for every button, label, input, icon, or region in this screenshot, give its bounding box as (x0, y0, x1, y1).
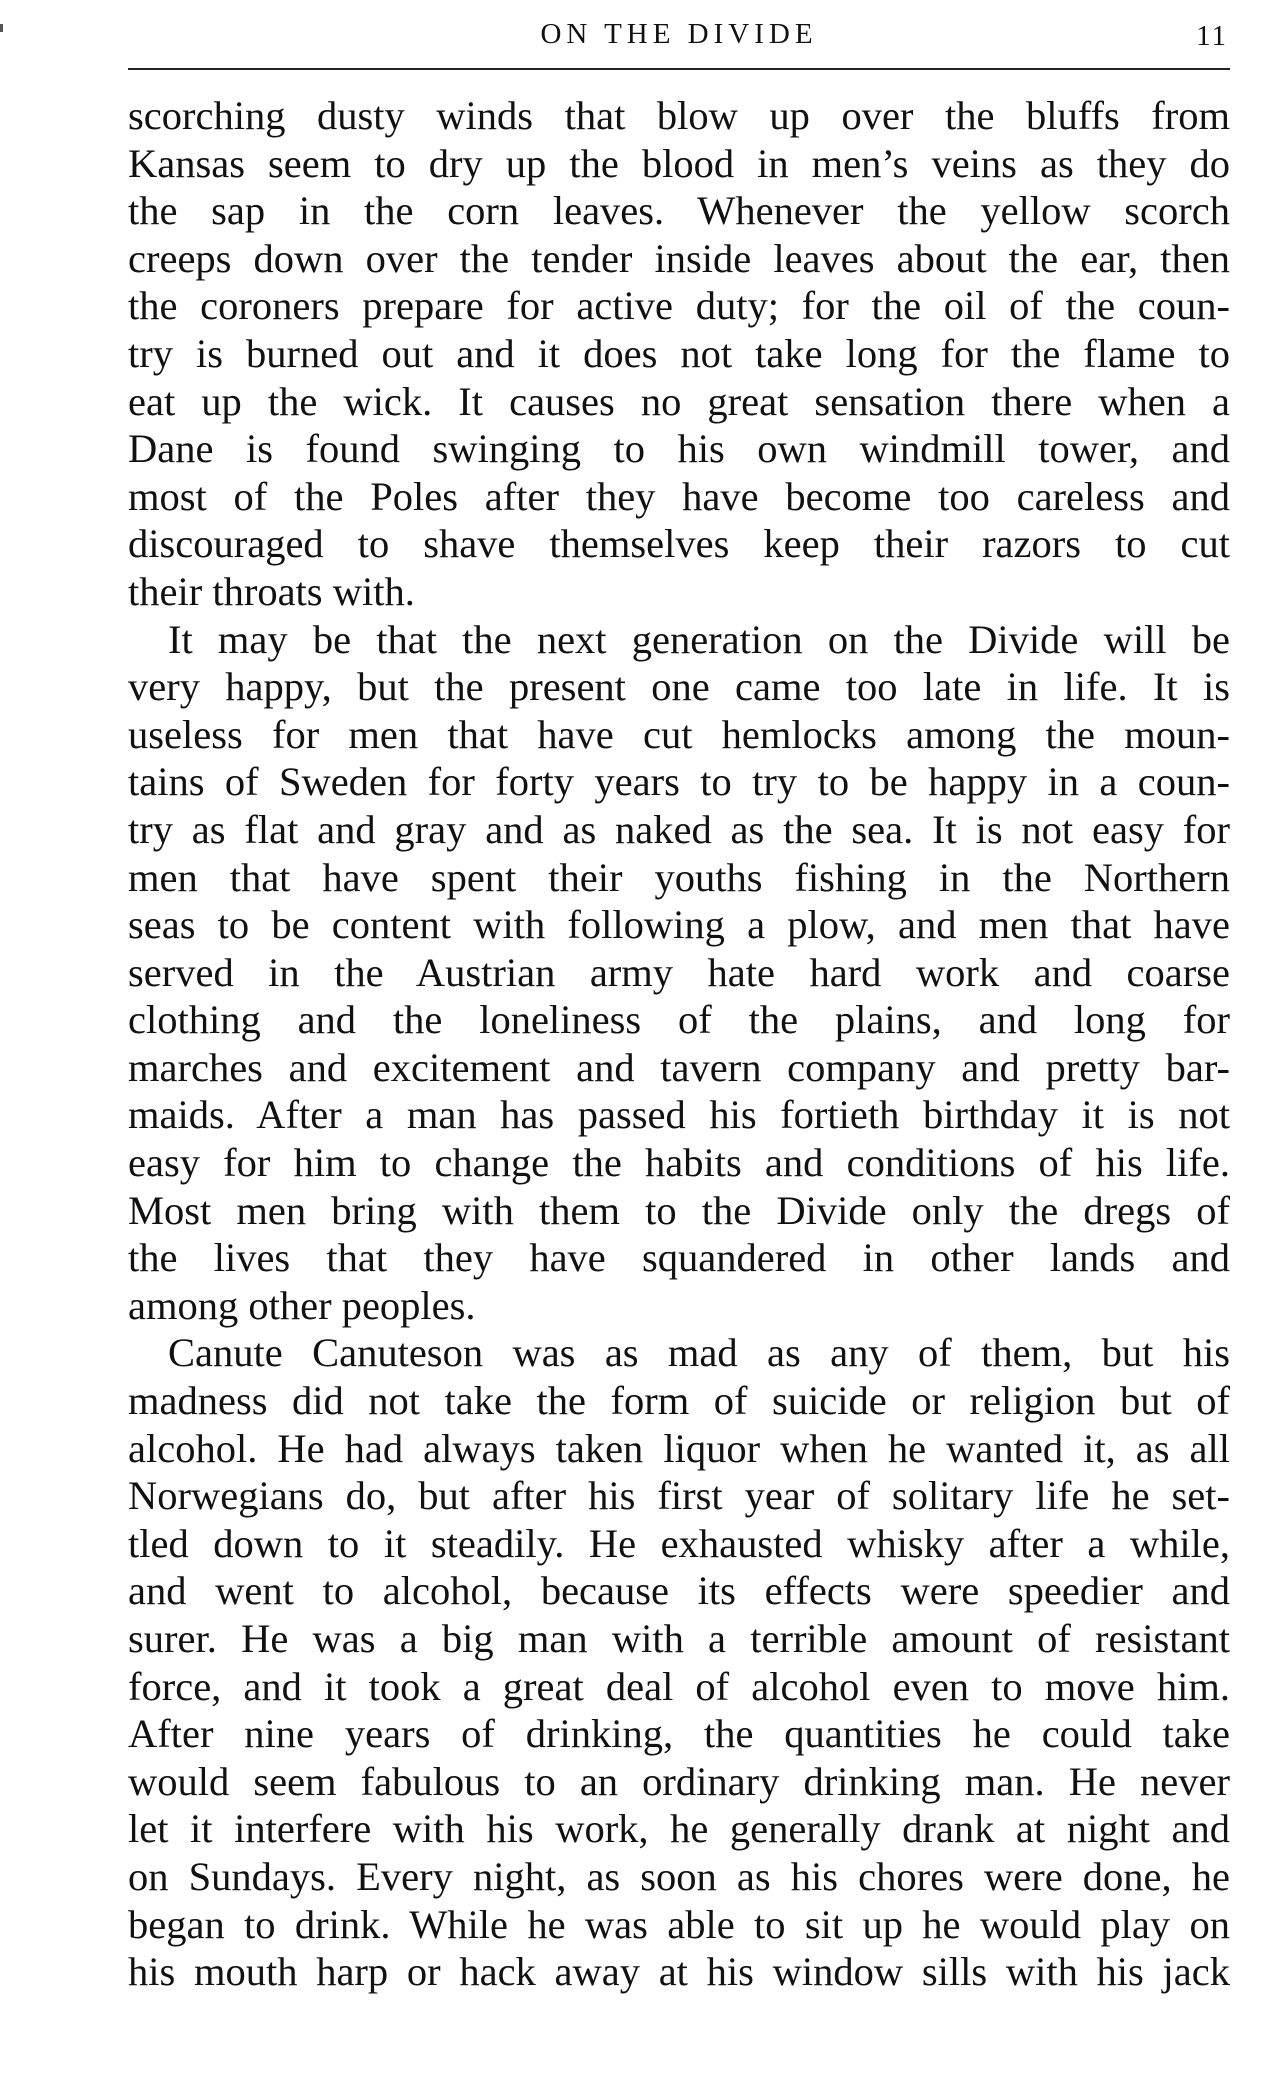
text-line: alcohol. He had always taken liquor when he wanted it, as all (128, 1425, 1230, 1471)
text-line: Norwegians do, but after his first year of solitary life he set- (128, 1473, 1230, 1519)
text-line: let it interfere with his work, he generally drank at night and (128, 1806, 1230, 1852)
text-line: most of the Poles after they have become too careless and (128, 473, 1230, 519)
text-line: among other peoples. (128, 1282, 476, 1328)
text-line: After nine years of drinking, the quantities he could take (128, 1711, 1230, 1757)
running-title: ON THE DIVIDE (540, 18, 818, 50)
text-line: surer. He was a big man with a terrible amount of resistant (128, 1616, 1230, 1661)
text-line: began to drink. While he was able to sit up he would play on (128, 1901, 1230, 1947)
text-line: creeps down over the tender inside leaves about the ear, then (128, 235, 1230, 281)
text-line: and went to alcohol, because its effects were speedier and (128, 1568, 1230, 1614)
text-line: Canute Canuteson was as mad as any of them, but his (168, 1330, 1230, 1376)
text-line: Most men bring with them to the Divide only the dregs of (128, 1187, 1230, 1233)
header-rule (128, 68, 1230, 70)
page-number: 11 (1196, 20, 1228, 52)
text-line: the sap in the corn leaves. Whenever the yellow scorch (128, 188, 1230, 234)
text-line: try as flat and gray and as naked as the sea. It is not easy for (128, 806, 1230, 852)
text-line: the lives that they have squandered in other lands and (128, 1235, 1230, 1281)
text-line: clothing and the loneliness of the plains, and long for (128, 997, 1230, 1043)
paragraph-1 (128, 92, 1230, 616)
text-line: scorching dusty winds that blow up over the bluffs from (128, 93, 1230, 138)
text-line: would seem fabulous to an ordinary drinking man. He never (128, 1758, 1230, 1804)
text-line: easy for him to change the habits and conditions of his life. (128, 1140, 1230, 1186)
text-line: the coroners prepare for active duty; for the oil of the coun- (128, 283, 1230, 329)
text-line: Kansas seem to dry up the blood in men’s veins as they do (128, 140, 1230, 186)
paragraph-3 (128, 1329, 1230, 1995)
paragraph-2 (128, 616, 1230, 1330)
text-line: maids. After a man has passed his fortieth birthday it is not (128, 1092, 1230, 1138)
text-line: madness did not take the form of suicide or religion but of (128, 1378, 1230, 1424)
text-line: marches and excitement and tavern company and pretty bar- (128, 1044, 1230, 1090)
text-line: It may be that the next generation on the Divide will be (168, 616, 1230, 662)
text-line: eat up the wick. It causes no great sensation there when a (128, 378, 1230, 424)
text-line: tains of Sweden for forty years to try to be happy in a coun- (128, 759, 1230, 805)
text-line: men that have spent their youths fishing in the Northern (128, 854, 1230, 900)
text-line: served in the Austrian army hate hard work and coarse (128, 949, 1230, 995)
text-line: try is burned out and it does not take long for the flame to (128, 330, 1230, 376)
body-text (128, 92, 1230, 1996)
text-line: their throats with. (128, 568, 415, 614)
margin-speck (0, 24, 3, 32)
text-line: useless for men that have cut hemlocks among the moun- (128, 711, 1230, 757)
text-line: very happy, but the present one came too late in life. It is (128, 664, 1230, 710)
text-line: force, and it took a great deal of alcohol even to move him. (128, 1663, 1230, 1709)
text-line: tled down to it steadily. He exhausted whisky after a while, (128, 1520, 1230, 1566)
running-head (128, 14, 1230, 58)
text-line: his mouth harp or hack away at his window sills with his jack (128, 1949, 1230, 1995)
text-line: discouraged to shave themselves keep their razors to cut (128, 521, 1230, 567)
text-line: on Sundays. Every night, as soon as his chores were done, he (128, 1853, 1230, 1899)
text-line: Dane is found swinging to his own windmill tower, and (128, 426, 1230, 472)
text-line: seas to be content with following a plow, and men that have (128, 902, 1230, 948)
